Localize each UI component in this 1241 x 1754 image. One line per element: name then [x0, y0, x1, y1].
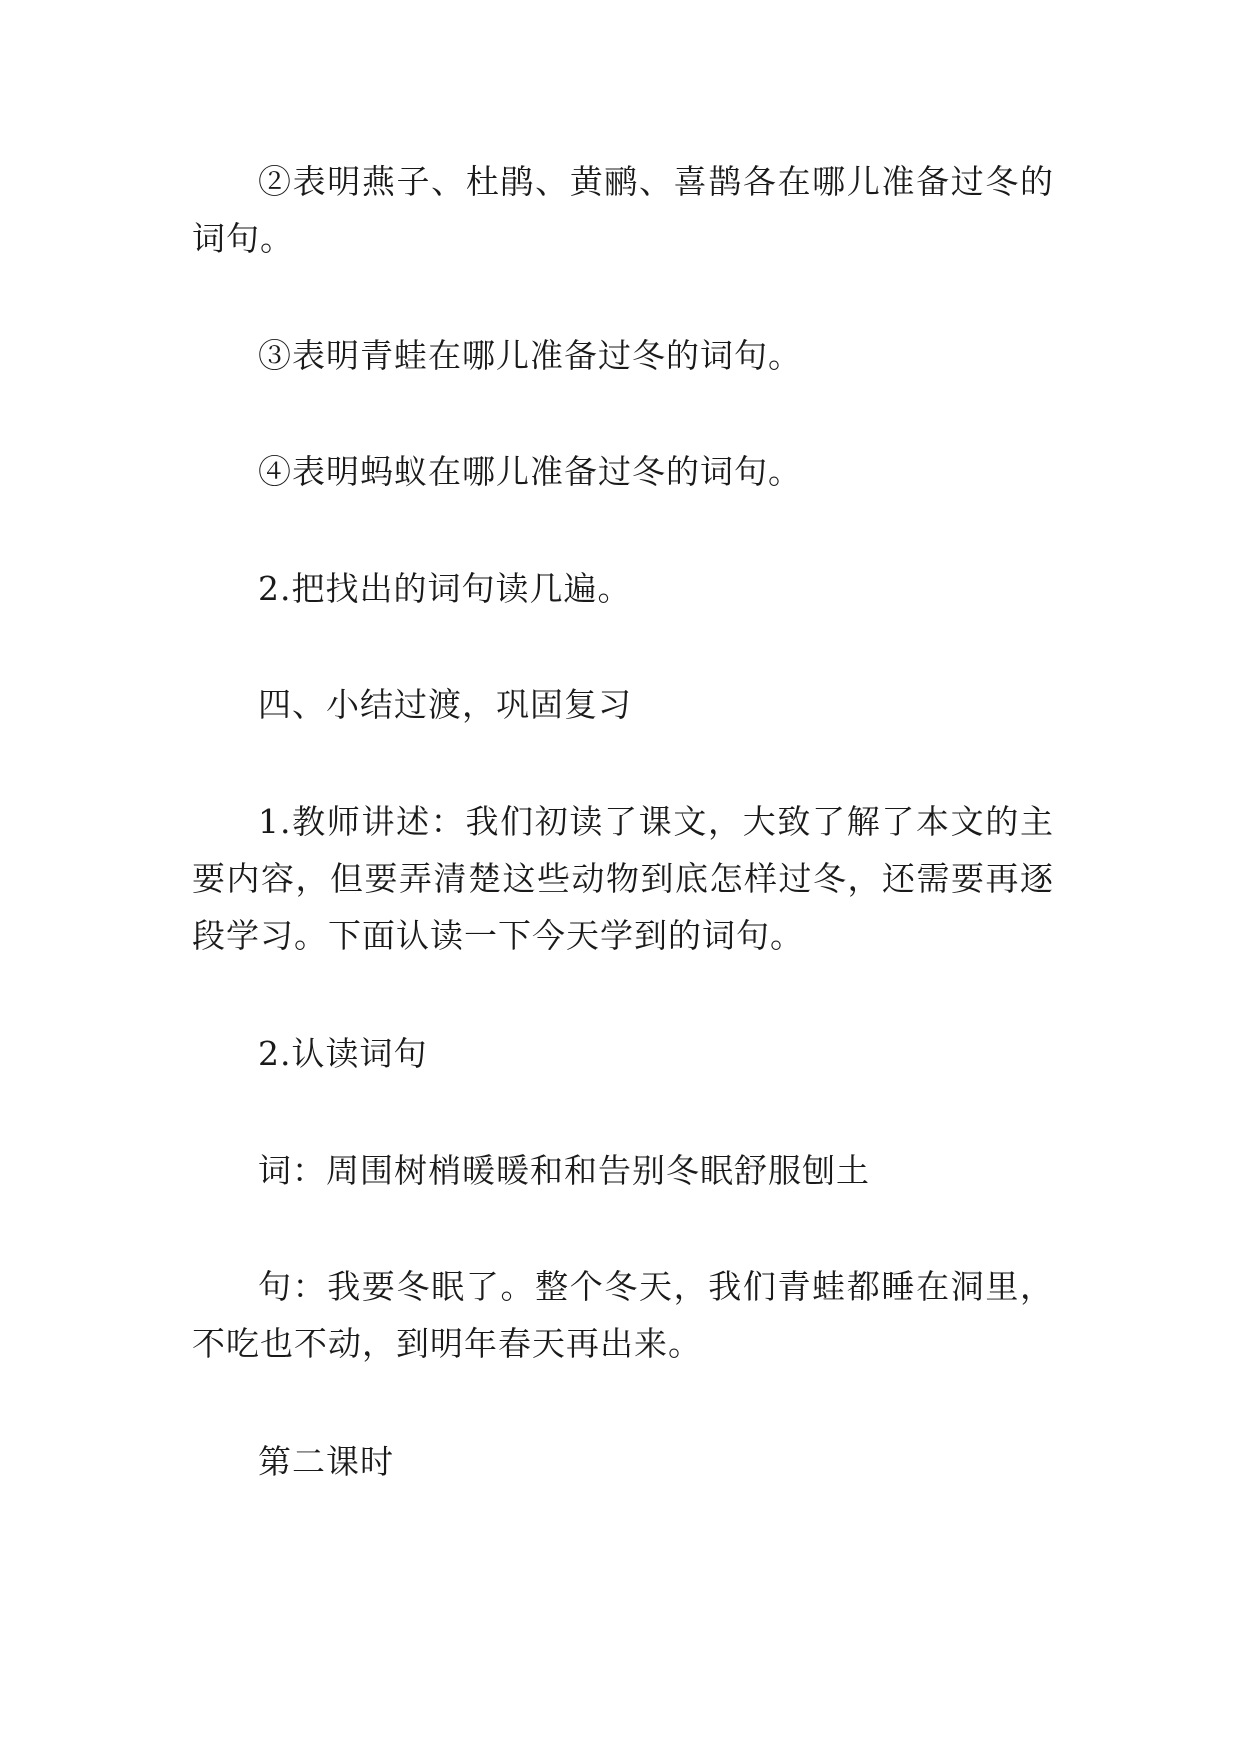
- paragraph-sentence: 句：我要冬眠了。整个冬天，我们青蛙都睡在洞里，不吃也不动，到明年春天再出来。: [192, 1267, 1054, 1363]
- section-heading-summary-review: 四、小结过渡，巩固复习: [258, 685, 632, 724]
- section-heading-second-lesson: 第二课时: [258, 1442, 394, 1481]
- paragraph-teacher-narration: 1.教师讲述：我们初读了课文，大致了解了本文的主要内容，但要弄清楚这些动物到底怎样过冬，还需要再逐段学习。下面认读一下今天学到的词句。: [192, 802, 1054, 955]
- paragraph-word-list: 词：周围树梢暖暖和和告别冬眠舒服刨土: [258, 1151, 870, 1190]
- paragraph-recognize-words: 2.认读词句: [258, 1034, 428, 1073]
- paragraph-swallow-cuckoo-oriole-magpie: ②表明燕子、杜鹃、黄鹂、喜鹊各在哪儿准备过冬的词句。: [192, 162, 1054, 258]
- paragraph-read-several-times: 2.把找出的词句读几遍。: [258, 569, 632, 608]
- paragraph-ant: ④表明蚂蚁在哪儿准备过冬的词句。: [258, 452, 802, 491]
- paragraph-frog: ③表明青蛙在哪儿准备过冬的词句。: [258, 336, 802, 375]
